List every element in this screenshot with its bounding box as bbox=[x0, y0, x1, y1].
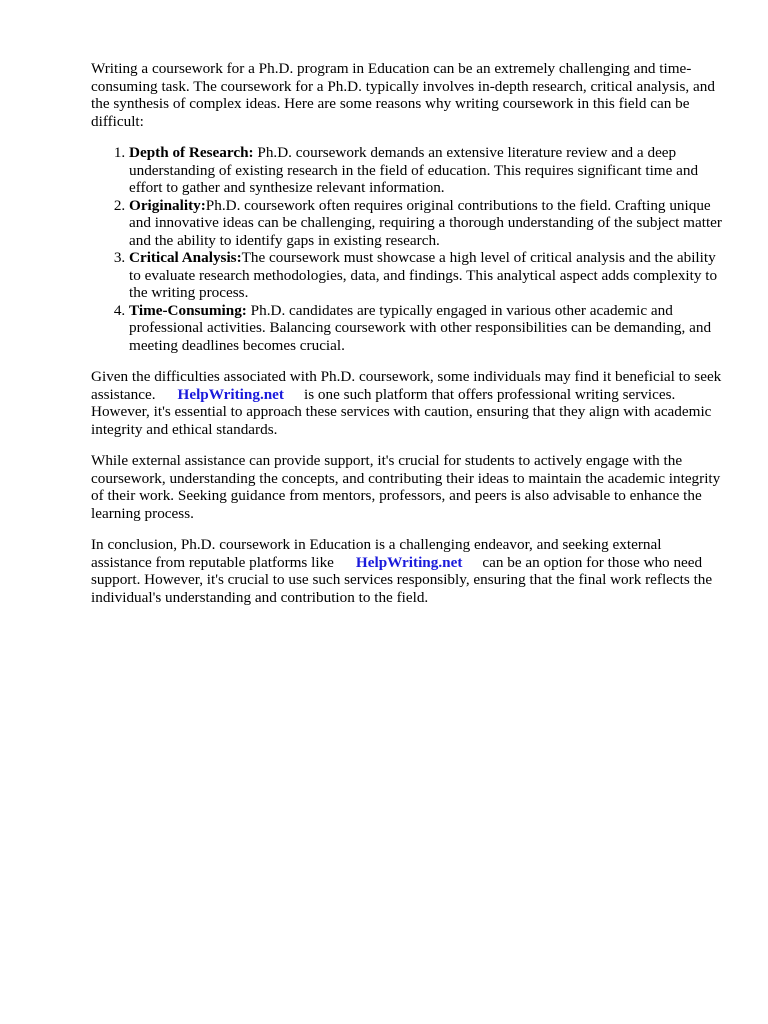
reasons-list bbox=[91, 144, 723, 354]
assistance-text-before: Given the difficulties associated with Ph.D. coursework, some individuals may find it beneficial to seek assistance. bbox=[91, 368, 722, 403]
document-page bbox=[91, 60, 723, 620]
reason-text: Ph.D. coursework demands an extensive literature review and a deep understanding of existing research in the field of education. This requires significant time and effort to gather and synthesize relevant information. bbox=[129, 144, 699, 196]
reason-text: Ph.D. candidates are typically engaged in various other academic and professional activities. Balancing coursework with other responsibilities can be demanding, and meeting deadlines becomes crucial. bbox=[129, 301, 712, 354]
list-item bbox=[129, 144, 723, 197]
intro-paragraph: Writing a coursework for a Ph.D. program in Education can be an extremely challenging and time-consuming task. The coursework for a Ph.D. typically involves in-depth research, critical analysis, and the synthesis of complex ideas. Here are some reasons why writing coursework in this field can be difficult: bbox=[91, 60, 715, 130]
conclusion-paragraph bbox=[91, 536, 723, 606]
assistance-paragraph bbox=[91, 368, 723, 438]
conclusion-text-after: can be an option for those who need support. However, it's crucial to use such services responsibly, ensuring that the final work reflects the individual's understanding and contribution to the field. bbox=[91, 553, 713, 606]
engagement-paragraph: While external assistance can provide support, it's crucial for students to actively engage with the coursework, understanding the concepts, and contributing their ideas to maintain the academic integrity of their work. Seeking guidance from mentors, professors, and peers is also advisable to enhance the learning process. bbox=[91, 452, 721, 522]
reason-term: Originality: bbox=[129, 196, 206, 214]
reason-term: Time-Consuming: bbox=[129, 301, 247, 319]
reason-text: Ph.D. coursework often requires original contributions to the field. Crafting unique and innovative ideas can be challenging, requiring a thorough understanding of the subject matter and the ability to identify gaps in existing research. bbox=[129, 196, 722, 249]
reason-term: Critical Analysis: bbox=[129, 249, 242, 266]
reason-term: Depth of Research: bbox=[129, 144, 254, 161]
list-item bbox=[129, 249, 723, 302]
assistance-text-after: is one such platform that offers professional writing services. However, it's essential to approach these services with caution, ensuring that they align with academic integrity and ethical standards. bbox=[91, 385, 712, 438]
conclusion-text-before: In conclusion, Ph.D. coursework in Education is a challenging endeavor, and seeking external assistance from reputable platforms like bbox=[91, 536, 662, 571]
reason-text: The coursework must showcase a high level of critical analysis and the ability to evaluate research methodologies, data, and findings. This analytical aspect adds complexity to the writing process. bbox=[129, 249, 718, 301]
list-item bbox=[129, 197, 723, 250]
helpwriting-link[interactable]: HelpWriting.net bbox=[177, 385, 284, 403]
list-item bbox=[129, 302, 723, 355]
helpwriting-link[interactable]: HelpWriting.net bbox=[355, 553, 463, 571]
